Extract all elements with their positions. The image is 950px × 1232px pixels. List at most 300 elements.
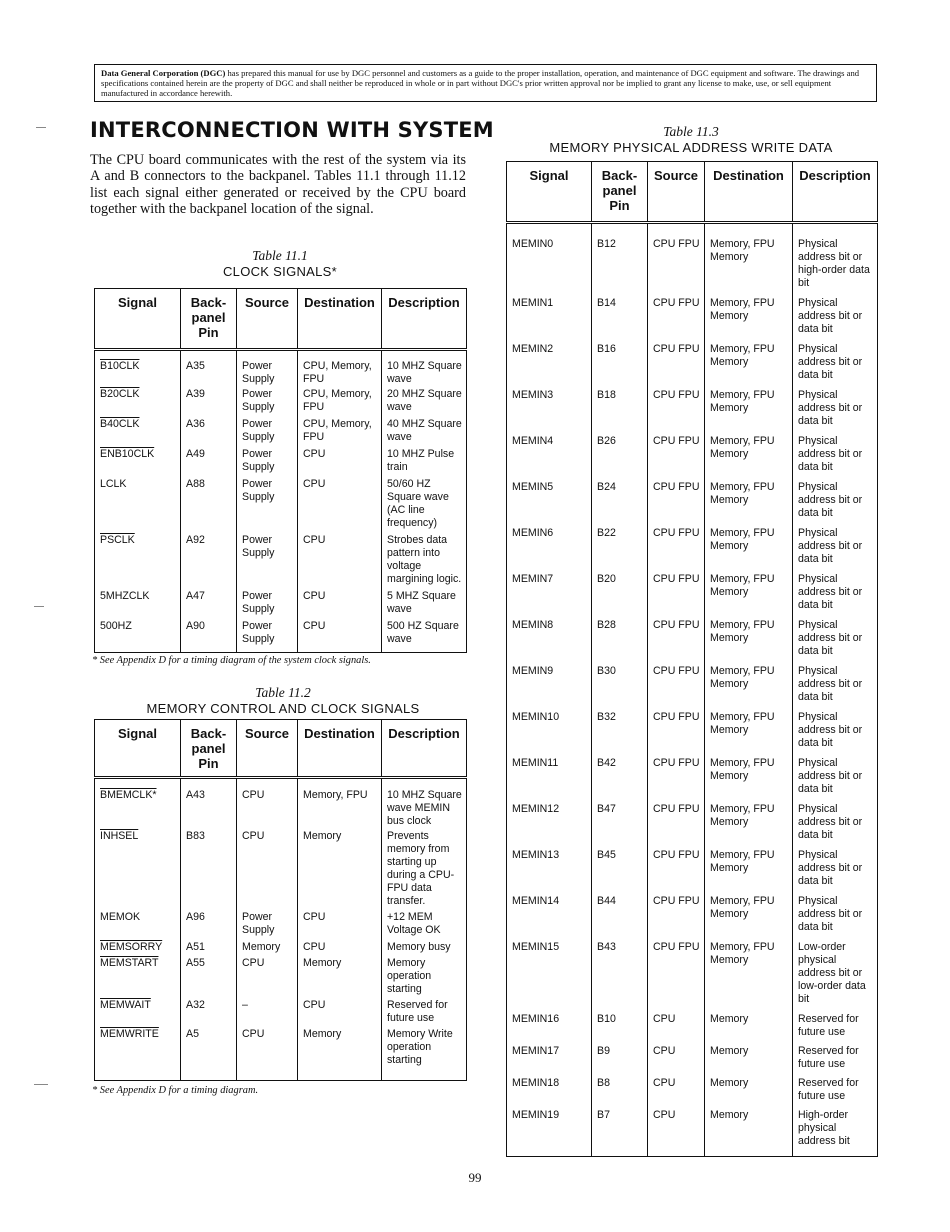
description-cell <box>382 532 467 588</box>
table-row <box>95 939 467 955</box>
signal-cell <box>507 755 592 801</box>
spacer-cell <box>592 1151 648 1157</box>
description-cell-text: 40 MHZ Square wave <box>387 418 462 443</box>
col-pin-line1: Back- <box>601 168 638 183</box>
table-row <box>95 476 467 532</box>
source-cell-text: CPU <box>242 1028 265 1040</box>
description-cell <box>382 350 467 387</box>
signal-cell-text: B40CLK <box>100 418 140 430</box>
destination-cell-text: Memory, FPU Memory <box>710 894 775 920</box>
table1-caption: Table 11.1 <box>252 248 308 263</box>
table-row <box>95 997 467 1026</box>
pin-cell <box>181 1026 237 1070</box>
destination-cell <box>298 778 382 829</box>
description-cell-text: Physical address bit or data bit <box>798 388 863 427</box>
section-heading: INTERCONNECTION WITH SYSTEM <box>90 118 494 142</box>
signal-cell <box>95 476 181 532</box>
pin-cell-text: A39 <box>186 388 205 400</box>
source-cell <box>237 1026 298 1070</box>
signal-cell-text: MEMWAIT <box>100 999 151 1011</box>
col-pin-line3: Pin <box>198 756 219 771</box>
pin-cell <box>181 476 237 532</box>
margin-mark <box>34 1084 48 1085</box>
description-cell <box>793 1011 878 1043</box>
signal-cell-text: ENB10CLK <box>100 448 155 460</box>
pin-cell-text: A32 <box>186 999 205 1011</box>
pin-cell <box>592 341 648 387</box>
col-pin-line2: panel <box>191 741 226 756</box>
signal-cell <box>507 295 592 341</box>
source-cell-text: Power Supply <box>242 534 275 559</box>
description-cell <box>793 801 878 847</box>
source-cell-text: CPU FPU <box>653 802 700 815</box>
description-cell-text: Physical address bit or data bit <box>798 434 863 473</box>
source-cell-text: Power Supply <box>242 590 275 615</box>
pin-cell-text: A47 <box>186 590 205 602</box>
source-cell-text: CPU FPU <box>653 342 700 355</box>
description-cell <box>382 446 467 476</box>
source-cell-text: CPU FPU <box>653 572 700 585</box>
description-cell <box>793 893 878 939</box>
table-row <box>507 479 878 525</box>
pin-cell-text: B22 <box>597 526 616 539</box>
table-row <box>507 893 878 939</box>
destination-cell <box>298 1026 382 1070</box>
description-cell-text: Reserved for future use <box>387 999 448 1024</box>
pin-cell <box>592 1043 648 1075</box>
signal-cell-text: BMEMCLK* <box>100 789 157 801</box>
pin-cell <box>181 532 237 588</box>
pin-cell-text: B32 <box>597 710 616 723</box>
pin-cell <box>592 571 648 617</box>
signal-cell-text: MEMIN13 <box>512 848 560 861</box>
pin-cell-text: B16 <box>597 342 616 355</box>
signal-cell <box>507 387 592 433</box>
table-body <box>95 350 467 653</box>
destination-cell-text: CPU <box>303 911 326 923</box>
signal-cell-text: MEMIN7 <box>512 572 554 585</box>
notice-company: Data General Corporation (DGC) <box>101 68 226 78</box>
signal-cell <box>507 709 592 755</box>
pin-cell-text: B20 <box>597 572 616 585</box>
description-cell <box>793 1043 878 1075</box>
pin-cell <box>181 939 237 955</box>
memory-control-table <box>94 719 467 1081</box>
destination-cell-text: Memory, FPU Memory <box>710 388 775 414</box>
source-cell-text: Power Supply <box>242 478 275 503</box>
destination-cell-text: Memory <box>710 1108 749 1121</box>
destination-cell-text: Memory, FPU Memory <box>710 756 775 782</box>
source-cell-text: CPU <box>653 1012 676 1025</box>
source-cell <box>648 1075 705 1107</box>
source-cell-text: Power Supply <box>242 448 275 473</box>
destination-cell <box>705 1043 793 1075</box>
intro-paragraph: The CPU board communicates with the rest of the system via its A and B connectors to the backpanel. Tables 11.1 through 11.12 list each signal either generated or received by the CPU board together with the backpanel location of the signal. <box>90 152 466 218</box>
destination-cell-text: Memory, FPU Memory <box>710 664 775 690</box>
source-cell-text: Memory <box>242 941 281 953</box>
margin-mark <box>36 127 46 128</box>
destination-cell <box>705 1075 793 1107</box>
table-row <box>507 433 878 479</box>
description-cell-text: 10 MHZ Square wave MEMIN bus clock <box>387 789 462 827</box>
signal-cell-text: MEMIN4 <box>512 434 554 447</box>
destination-cell <box>298 416 382 446</box>
pin-cell-text: B18 <box>597 388 616 401</box>
destination-cell-text: CPU <box>303 620 326 632</box>
table-row <box>507 847 878 893</box>
table-row <box>95 446 467 476</box>
destination-cell <box>298 939 382 955</box>
source-cell-text: CPU FPU <box>653 388 700 401</box>
table-row <box>507 295 878 341</box>
description-cell-text: Memory busy <box>387 941 451 953</box>
table-row <box>95 1026 467 1070</box>
table-row <box>507 223 878 295</box>
destination-cell <box>298 909 382 939</box>
description-cell <box>793 525 878 571</box>
col-destination: Destination <box>705 162 793 223</box>
spacer-cell <box>181 1070 237 1080</box>
pin-cell <box>181 778 237 829</box>
source-cell <box>237 386 298 416</box>
pin-cell <box>592 663 648 709</box>
signal-cell-text: PSCLK <box>100 534 135 546</box>
source-cell <box>237 476 298 532</box>
pin-cell-text: A92 <box>186 534 205 546</box>
pin-cell-text: B14 <box>597 296 616 309</box>
signal-cell <box>507 663 592 709</box>
destination-cell <box>298 588 382 618</box>
description-cell <box>793 571 878 617</box>
description-cell-text: Reserved for future use <box>798 1076 859 1102</box>
pin-cell <box>592 433 648 479</box>
col-source: Source <box>237 289 298 350</box>
description-cell-text: 10 MHZ Square wave <box>387 360 462 385</box>
table-row <box>507 571 878 617</box>
col-pin <box>181 289 237 350</box>
source-cell <box>648 939 705 1011</box>
source-cell-text: Power Supply <box>242 418 275 443</box>
pin-cell <box>592 939 648 1011</box>
description-cell <box>793 939 878 1011</box>
source-cell <box>237 446 298 476</box>
destination-cell-text: Memory, FPU Memory <box>710 848 775 874</box>
signal-cell <box>95 416 181 446</box>
signal-cell-text: MEMIN8 <box>512 618 554 631</box>
description-cell-text: Physical address bit or data bit <box>798 296 863 335</box>
description-cell-text: Physical address bit or data bit <box>798 848 863 887</box>
destination-cell <box>705 295 793 341</box>
col-description: Description <box>793 162 878 223</box>
table-row <box>507 1075 878 1107</box>
pin-cell <box>181 955 237 997</box>
col-pin <box>181 720 237 778</box>
pin-cell-text: A35 <box>186 360 205 372</box>
table-row <box>507 387 878 433</box>
source-cell <box>648 893 705 939</box>
pin-cell <box>592 1011 648 1043</box>
signal-cell <box>507 479 592 525</box>
description-cell <box>382 476 467 532</box>
destination-cell <box>705 433 793 479</box>
spacer-cell <box>237 648 298 652</box>
table-row <box>507 939 878 1011</box>
pin-cell-text: A5 <box>186 1028 199 1040</box>
source-cell <box>237 939 298 955</box>
destination-cell-text: Memory <box>710 1044 749 1057</box>
signal-cell-text: INHSEL <box>100 830 139 842</box>
pin-cell <box>181 446 237 476</box>
destination-cell-text: CPU, Memory, FPU <box>303 360 372 385</box>
destination-cell <box>298 350 382 387</box>
source-cell <box>237 618 298 648</box>
source-cell-text: CPU FPU <box>653 756 700 769</box>
source-cell-text: Power Supply <box>242 388 275 413</box>
signal-cell <box>507 433 592 479</box>
signal-cell-text: MEMIN18 <box>512 1076 560 1089</box>
signal-cell <box>507 1075 592 1107</box>
source-cell <box>648 1011 705 1043</box>
destination-cell <box>705 525 793 571</box>
description-cell <box>382 1026 467 1070</box>
table-row <box>507 1011 878 1043</box>
destination-cell-text: Memory, FPU Memory <box>710 802 775 828</box>
source-cell <box>237 955 298 997</box>
col-pin-line3: Pin <box>609 198 630 213</box>
source-cell-text: CPU FPU <box>653 940 700 953</box>
margin-mark <box>34 606 44 607</box>
pin-cell-text: B47 <box>597 802 616 815</box>
destination-cell <box>298 386 382 416</box>
signal-cell-text: MEMIN3 <box>512 388 554 401</box>
table-row <box>95 588 467 618</box>
pin-cell-text: A49 <box>186 448 205 460</box>
source-cell-text: CPU <box>653 1076 676 1089</box>
description-cell-text: Physical address bit or data bit <box>798 664 863 703</box>
description-cell <box>382 997 467 1026</box>
signal-cell <box>95 618 181 648</box>
table1-title: CLOCK SIGNALS* <box>222 264 337 279</box>
signal-cell-text: 500HZ <box>100 620 132 632</box>
source-cell-text: Power Supply <box>242 911 275 936</box>
table-row <box>507 617 878 663</box>
description-cell <box>382 909 467 939</box>
destination-cell <box>298 997 382 1026</box>
description-cell-text: Physical address bit or data bit <box>798 526 863 565</box>
signal-cell-text: MEMWRITE <box>100 1028 159 1040</box>
signal-cell <box>95 909 181 939</box>
signal-cell <box>507 617 592 663</box>
description-cell <box>382 416 467 446</box>
signal-cell-text: MEMIN0 <box>512 238 554 250</box>
destination-cell <box>298 532 382 588</box>
destination-cell-text: CPU, Memory, FPU <box>303 388 372 413</box>
description-cell-text: Physical address bit or high-order data bit <box>798 238 870 289</box>
col-pin <box>592 162 648 223</box>
table-row <box>95 618 467 648</box>
destination-cell <box>705 1011 793 1043</box>
table-header <box>507 162 878 223</box>
table-row <box>95 532 467 588</box>
description-cell <box>793 1075 878 1107</box>
destination-cell-text: Memory, FPU Memory <box>710 618 775 644</box>
description-cell <box>382 618 467 648</box>
destination-cell-text: Memory <box>303 830 342 842</box>
destination-cell-text: Memory <box>303 957 342 969</box>
col-signal: Signal <box>95 289 181 350</box>
col-source: Source <box>648 162 705 223</box>
memory-address-table <box>506 161 878 1157</box>
description-cell-text: Physical address bit or data bit <box>798 572 863 611</box>
pin-cell <box>181 909 237 939</box>
table-row <box>95 386 467 416</box>
pin-cell-text: B10 <box>597 1012 616 1025</box>
pin-cell-text: B7 <box>597 1108 610 1121</box>
col-description: Description <box>382 289 467 350</box>
signal-cell-text: MEMIN10 <box>512 710 560 723</box>
table3-title: MEMORY PHYSICAL ADDRESS WRITE DATA <box>549 140 833 155</box>
pin-cell-text: A43 <box>186 789 205 801</box>
source-cell <box>648 295 705 341</box>
source-cell-text: CPU <box>242 789 265 801</box>
pin-cell <box>592 295 648 341</box>
table-spacer-row <box>95 648 467 652</box>
table2-caption: Table 11.2 <box>255 685 311 700</box>
description-cell-text: Reserved for future use <box>798 1044 859 1070</box>
table-header <box>95 720 467 778</box>
source-cell <box>648 617 705 663</box>
description-cell <box>382 778 467 829</box>
spacer-cell <box>181 648 237 652</box>
destination-cell-text: Memory, FPU Memory <box>710 710 775 736</box>
signal-cell-text: B20CLK <box>100 388 140 400</box>
source-cell-text: CPU <box>242 957 265 969</box>
destination-cell <box>705 801 793 847</box>
pin-cell-text: B24 <box>597 480 616 493</box>
signal-cell <box>95 778 181 829</box>
pin-cell-text: B9 <box>597 1044 610 1057</box>
pin-cell-text: B45 <box>597 848 616 861</box>
description-cell-text: Physical address bit or data bit <box>798 894 863 933</box>
pin-cell <box>592 223 648 295</box>
description-cell-text: Reserved for future use <box>798 1012 859 1038</box>
source-cell <box>237 350 298 387</box>
source-cell-text: CPU FPU <box>653 296 700 309</box>
description-cell-text: 20 MHZ Square wave <box>387 388 462 413</box>
signal-cell-text: MEMIN2 <box>512 342 554 355</box>
spacer-cell <box>648 1151 705 1157</box>
source-cell <box>648 571 705 617</box>
signal-cell-text: MEMIN19 <box>512 1108 560 1121</box>
signal-cell-text: MEMIN5 <box>512 480 554 493</box>
destination-cell-text: Memory, FPU Memory <box>710 940 775 966</box>
description-cell <box>793 341 878 387</box>
spacer-cell <box>382 1070 467 1080</box>
table-row <box>507 1043 878 1075</box>
destination-cell <box>705 479 793 525</box>
description-cell-text: 5 MHZ Square wave <box>387 590 456 615</box>
spacer-cell <box>507 1151 592 1157</box>
legal-notice <box>94 64 877 102</box>
description-cell-text: Physical address bit or data bit <box>798 480 863 519</box>
source-cell <box>648 663 705 709</box>
description-cell-text: 10 MHZ Pulse train <box>387 448 455 473</box>
destination-cell-text: Memory, FPU Memory <box>710 572 775 598</box>
signal-cell-text: MEMIN15 <box>512 940 560 953</box>
table-row <box>95 350 467 387</box>
table2-footnote: * See Appendix D for a timing diagram. <box>92 1085 259 1096</box>
description-cell-text: Physical address bit or data bit <box>798 342 863 381</box>
description-cell <box>382 828 467 909</box>
pin-cell <box>592 387 648 433</box>
source-cell-text: CPU <box>653 1044 676 1057</box>
destination-cell <box>298 828 382 909</box>
destination-cell <box>705 341 793 387</box>
pin-cell-text: B83 <box>186 830 205 842</box>
destination-cell-text: CPU, Memory, FPU <box>303 418 372 443</box>
description-cell-text: Low-order physical address bit or low-order data bit <box>798 940 866 1005</box>
pin-cell <box>592 755 648 801</box>
signal-cell <box>507 341 592 387</box>
table-row <box>507 663 878 709</box>
description-cell <box>793 617 878 663</box>
destination-cell-text: Memory <box>710 1076 749 1089</box>
spacer-cell <box>705 1151 793 1157</box>
pin-cell <box>181 588 237 618</box>
destination-cell <box>705 755 793 801</box>
description-cell-text: Memory operation starting <box>387 957 432 995</box>
destination-cell <box>298 955 382 997</box>
col-description: Description <box>382 720 467 778</box>
pin-cell-text: A90 <box>186 620 205 632</box>
spacer-cell <box>237 1070 298 1080</box>
signal-cell <box>95 446 181 476</box>
col-pin-line2: panel <box>602 183 637 198</box>
source-cell <box>648 387 705 433</box>
source-cell <box>648 223 705 295</box>
clock-signals-table <box>94 288 467 653</box>
signal-cell <box>95 939 181 955</box>
col-destination: Destination <box>298 289 382 350</box>
spacer-cell <box>382 648 467 652</box>
signal-cell-text: MEMSTART <box>100 957 159 969</box>
pin-cell <box>181 416 237 446</box>
destination-cell-text: Memory <box>710 1012 749 1025</box>
signal-cell <box>507 939 592 1011</box>
description-cell-text: Prevents memory from starting up during a CPU-FPU data transfer. <box>387 830 455 907</box>
pin-cell-text: B43 <box>597 940 616 953</box>
destination-cell-text: CPU <box>303 534 326 546</box>
description-cell-text: Strobes data pattern into voltage margining logic. <box>387 534 462 585</box>
destination-cell-text: CPU <box>303 478 326 490</box>
source-cell-text: CPU FPU <box>653 710 700 723</box>
signal-cell-text: LCLK <box>100 478 127 490</box>
description-cell <box>793 223 878 295</box>
description-cell <box>793 295 878 341</box>
pin-cell <box>592 525 648 571</box>
col-pin-line1: Back- <box>190 295 227 310</box>
pin-cell-text: B12 <box>597 238 616 250</box>
source-cell-text: CPU FPU <box>653 618 700 631</box>
signal-cell-text: MEMIN1 <box>512 296 554 309</box>
description-cell <box>793 479 878 525</box>
description-cell <box>793 709 878 755</box>
source-cell-text: Power Supply <box>242 360 275 385</box>
pin-cell <box>592 801 648 847</box>
signal-cell <box>507 1011 592 1043</box>
table3-caption: Table 11.3 <box>663 124 719 139</box>
source-cell <box>237 778 298 829</box>
